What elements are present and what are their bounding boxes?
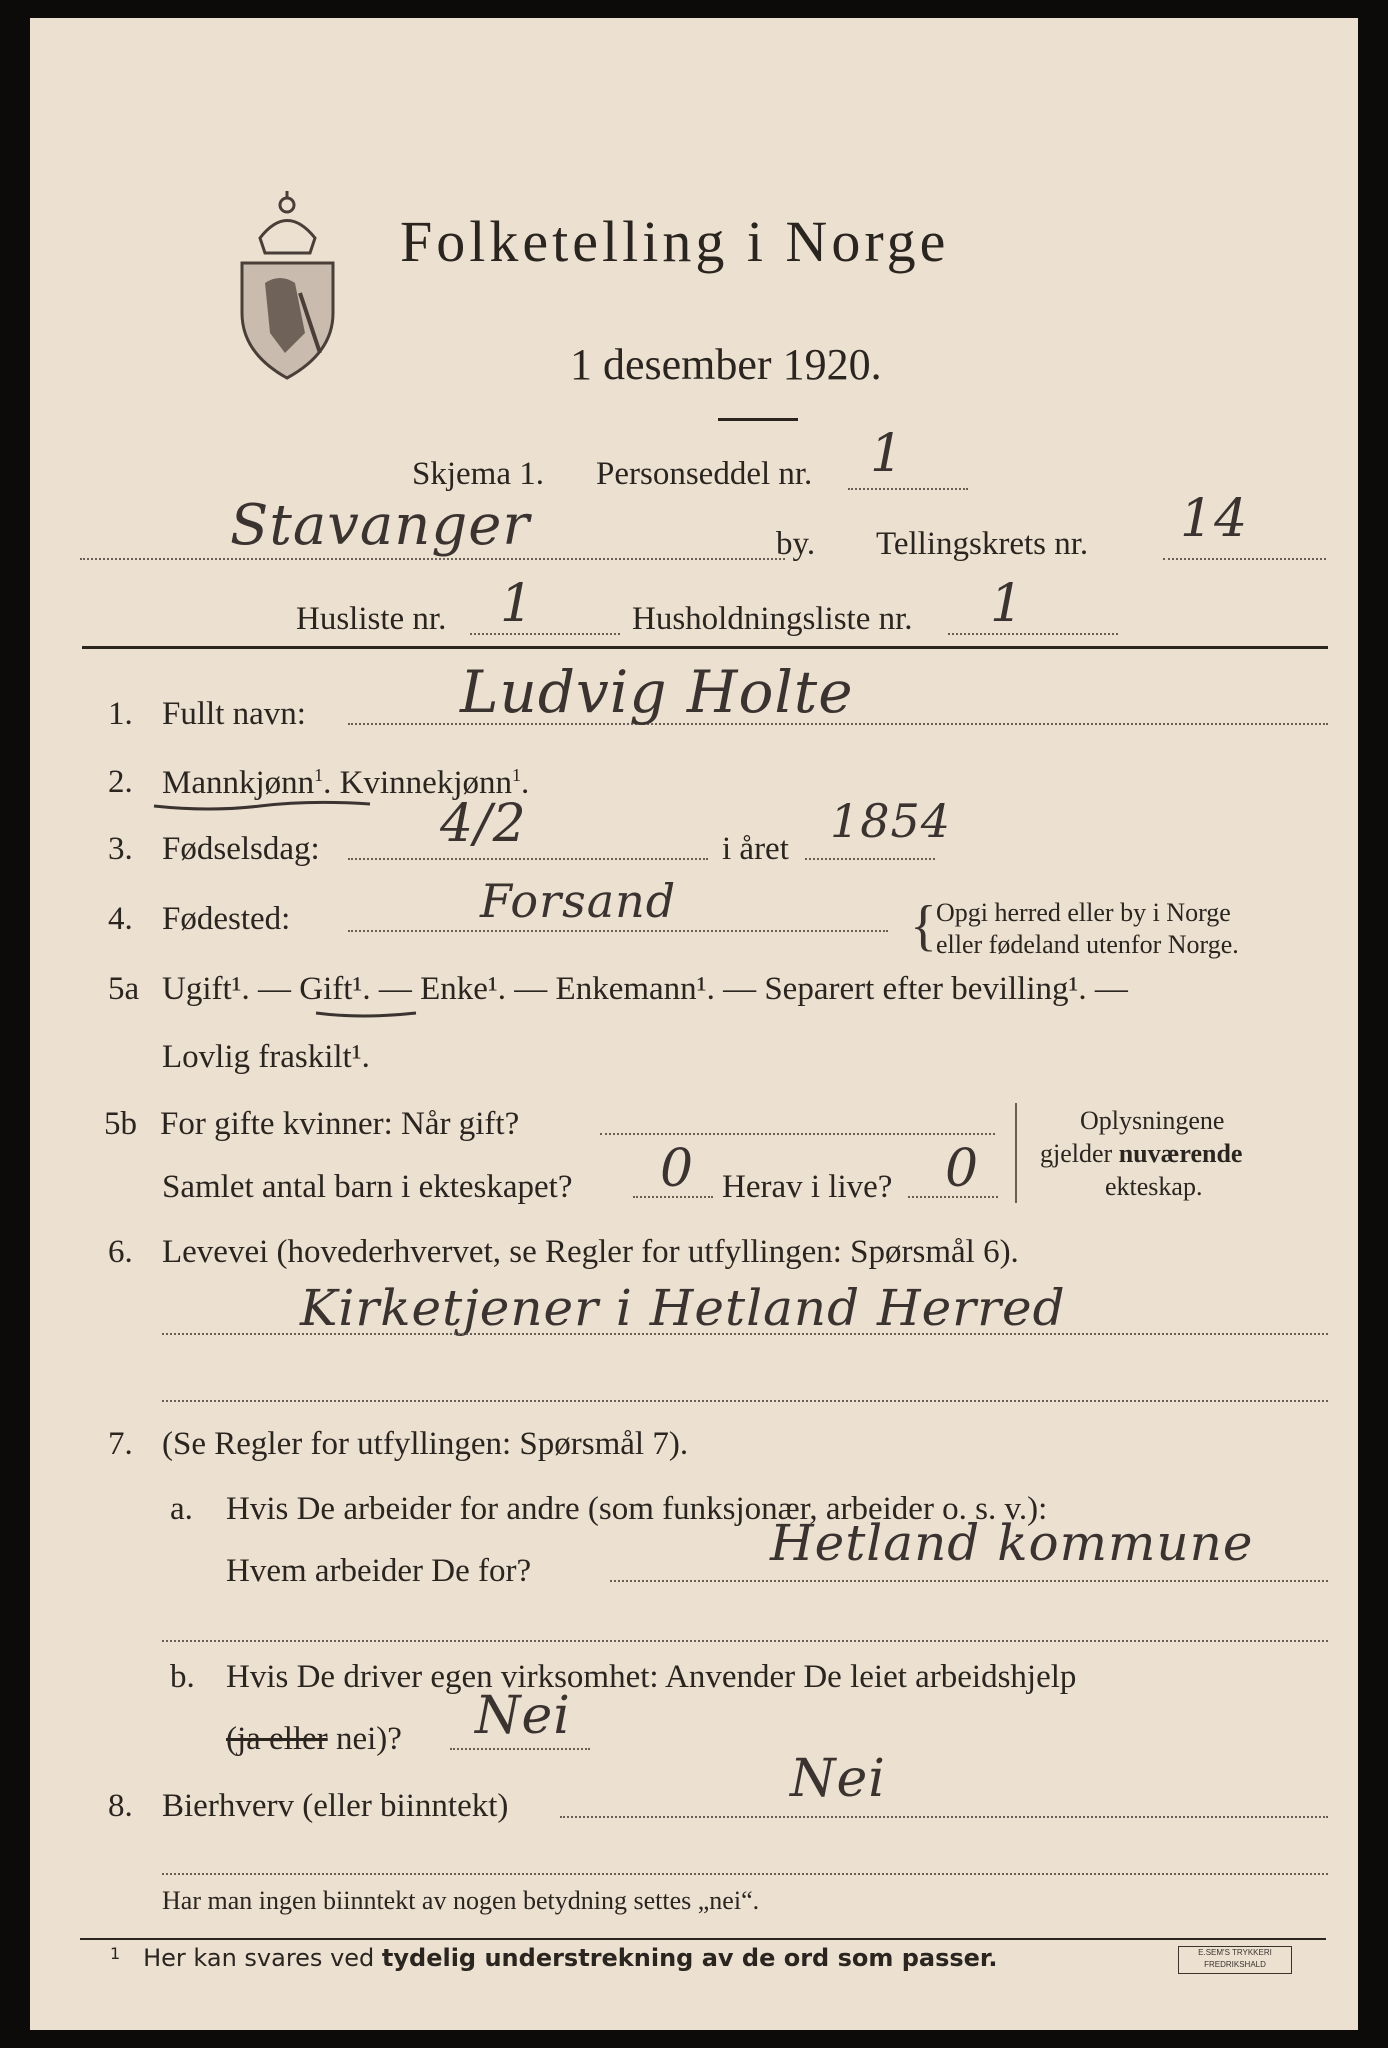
- q5b-number: 5b: [104, 1106, 137, 1142]
- q7b-line2-rest: nei)?: [327, 1721, 402, 1757]
- q4-note-line2: eller fødeland utenfor Norge.: [936, 930, 1239, 959]
- q8-line2: [162, 1873, 1328, 1875]
- q1-number: 1.: [108, 696, 133, 732]
- coat-of-arms-icon: [230, 183, 345, 383]
- q3-year-label: i året: [722, 831, 789, 867]
- skjema-label: Skjema 1.: [412, 456, 544, 492]
- footer-note: Har man ingen biinntekt av nogen betydning settes „nei“.: [162, 1886, 760, 1915]
- q4-label: Fødested:: [162, 901, 291, 937]
- q2-number: 2.: [108, 764, 133, 800]
- q3-value: 4/2: [440, 794, 527, 854]
- q5b-note-line2-b: nuværende: [1118, 1139, 1243, 1168]
- q7-label: (Se Regler for utfyllingen: Spørsmål 7).: [162, 1426, 689, 1462]
- title-divider: [718, 418, 798, 421]
- footnote-rule: [80, 1938, 1326, 1940]
- q7b-line2: [226, 1723, 402, 1756]
- q4-number: 4.: [108, 901, 133, 937]
- footnote: [110, 1946, 997, 1970]
- q7b-value: Nei: [475, 1686, 571, 1746]
- q7a-value: Hetland kommune: [770, 1514, 1254, 1572]
- q8-label: Bierhverv (eller biinntekt): [162, 1788, 509, 1824]
- q3-number: 3.: [108, 831, 133, 867]
- q7b-line1: Hvis De driver egen virksomhet: Anvender De leiet arbeidshjelp: [226, 1659, 1077, 1695]
- q5b-divider: [1015, 1103, 1017, 1203]
- city-value: Stavanger: [230, 493, 531, 558]
- q7a-line: [610, 1580, 1328, 1582]
- husholdningsliste-line: [948, 633, 1118, 635]
- q7a-line1: Hvis De arbeider for andre (som funksjonær, arbeider o. s. v.):: [226, 1491, 1048, 1527]
- q2-male: Mannkjønn: [162, 765, 315, 801]
- q3-year-value: 1854: [830, 794, 952, 848]
- footnote-number: 1: [110, 1944, 121, 1963]
- q7a-line2: Hvem arbeider De for?: [226, 1553, 532, 1589]
- q5b-barn-label: Samlet antal barn i ekteskapet?: [162, 1169, 573, 1205]
- q2-male-sup: 1: [314, 765, 324, 785]
- q5b-note-line2: [1040, 1141, 1242, 1167]
- tellingskrets-line: [1163, 558, 1326, 560]
- printer-line1: E.SEM'S TRYKKERI: [1198, 1948, 1272, 1957]
- form-title: Folketelling i Norge: [400, 209, 950, 274]
- q7-number: 7.: [108, 1426, 133, 1462]
- q8-value: Nei: [790, 1749, 886, 1809]
- q4-value: Forsand: [480, 874, 677, 928]
- q4-note-line1: Opgi herred eller by i Norge: [936, 898, 1231, 927]
- q1-label: Fullt navn:: [162, 696, 306, 732]
- q3-label: Fødselsdag:: [162, 831, 320, 867]
- q6-line1: [162, 1333, 1328, 1335]
- tellingskrets-value: 14: [1180, 489, 1249, 549]
- q5b-note-line2-a: gjelder: [1040, 1139, 1119, 1168]
- footnote-text-b: tydelig understrekning av de ord som passer.: [381, 1944, 998, 1972]
- q5a-gift-underline: [312, 1005, 422, 1023]
- husholdningsliste-value: 1: [990, 574, 1025, 634]
- q5b-barn-value: 0: [660, 1139, 695, 1199]
- q5b-live-value: 0: [945, 1139, 980, 1199]
- q7b-letter: b.: [170, 1659, 195, 1695]
- census-form: [30, 18, 1358, 2030]
- personseddel-value: 1: [870, 424, 905, 484]
- husliste-line: [470, 633, 620, 635]
- q5b-note-line3: ekteskap.: [1105, 1172, 1203, 1201]
- q5b-note-line1: Oplysningene: [1080, 1106, 1225, 1135]
- q7a-letter: a.: [170, 1491, 193, 1527]
- q6-number: 6.: [108, 1234, 133, 1270]
- q6-value: Kirketjener i Hetland Herred: [300, 1279, 1066, 1337]
- city-suffix: by.: [776, 526, 816, 562]
- husholdningsliste-label: Husholdningsliste nr.: [632, 601, 913, 637]
- tellingskrets-label: Tellingskrets nr.: [876, 526, 1089, 562]
- q5b-gift-line: [600, 1133, 995, 1135]
- printer-mark: [1178, 1946, 1292, 1974]
- husliste-label: Husliste nr.: [296, 601, 447, 637]
- husliste-value: 1: [500, 574, 535, 634]
- q7b-line: [450, 1748, 590, 1750]
- q1-value: Ludvig Holte: [460, 658, 854, 726]
- q2-female-sup: 1: [512, 765, 521, 785]
- printer-line2: FREDRIKSHALD: [1204, 1960, 1266, 1969]
- q5a-line1: Ugift¹. — Gift¹. — Enke¹. — Enkemann¹. — Separert efter bevilling¹. —: [162, 971, 1128, 1007]
- q5a-number: 5a: [108, 971, 140, 1007]
- q5b-label: For gifte kvinner: Når gift?: [160, 1106, 520, 1142]
- q4-line: [348, 930, 888, 932]
- census-date: 1 desember 1920.: [570, 340, 882, 389]
- q8-line: [560, 1816, 1328, 1818]
- q2-male-underline: [150, 796, 375, 816]
- q6-line2: [162, 1400, 1328, 1402]
- city-line: [80, 558, 785, 560]
- q4-brace: {: [910, 895, 937, 957]
- personseddel-label: Personseddel nr.: [596, 456, 813, 492]
- q7a-line-extra: [162, 1640, 1328, 1642]
- q7b-struck: (ja eller: [226, 1721, 328, 1757]
- q8-number: 8.: [108, 1788, 133, 1824]
- q2-male-period: .: [323, 765, 332, 801]
- q3-year-line: [805, 858, 935, 860]
- q2-female-period: .: [521, 765, 530, 801]
- header-rule: [82, 646, 1328, 649]
- q2-female: Kvinnekjønn: [339, 765, 512, 801]
- q6-label: Levevei (hovederhvervet, se Regler for utfyllingen: Spørsmål 6).: [162, 1234, 1019, 1270]
- q3-line: [348, 858, 708, 860]
- q5a-line2: Lovlig fraskilt¹.: [162, 1039, 370, 1075]
- q5b-live-label: Herav i live?: [722, 1169, 893, 1205]
- personseddel-line: [848, 488, 968, 490]
- footnote-text-a: Her kan svares ved: [143, 1944, 382, 1972]
